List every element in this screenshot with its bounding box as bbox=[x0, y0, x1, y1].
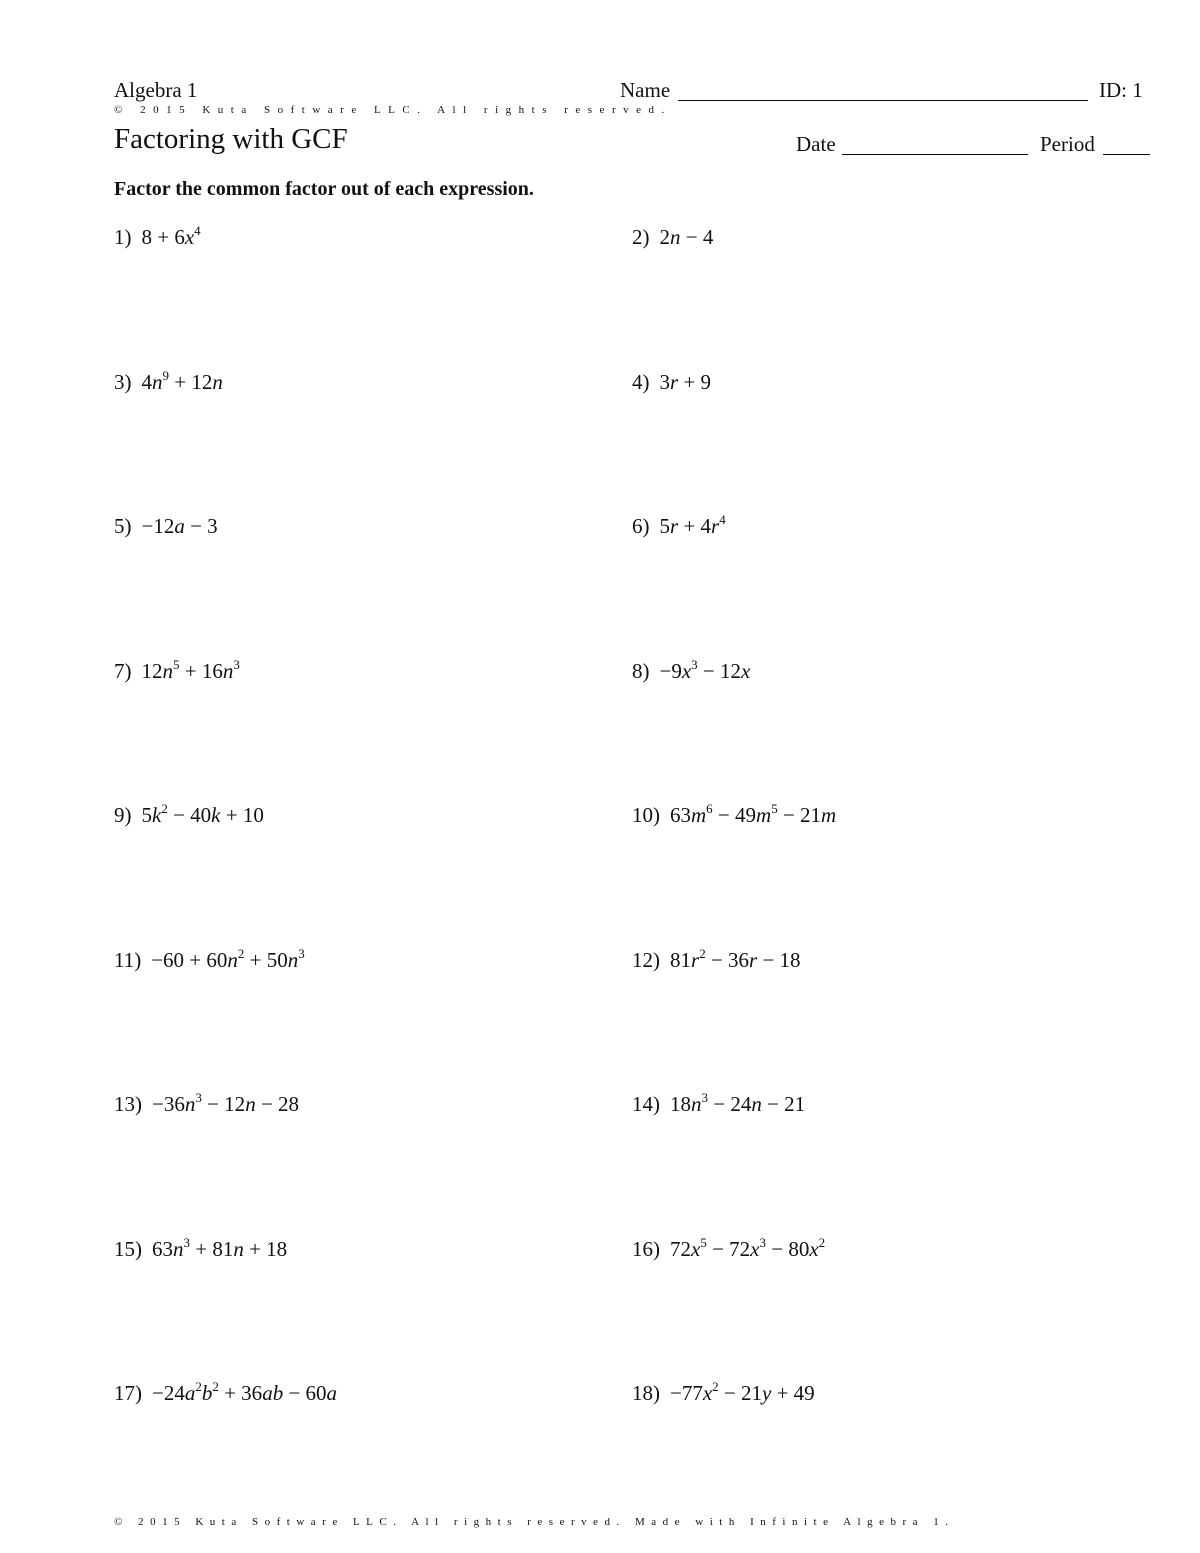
id-label: ID: 1 bbox=[1099, 78, 1143, 102]
page-title: Factoring with GCF bbox=[114, 123, 348, 155]
problem-number: 18) bbox=[632, 1381, 660, 1405]
problem-number: 13) bbox=[114, 1092, 142, 1116]
problem-number: 15) bbox=[114, 1237, 142, 1261]
problem-number: 6) bbox=[632, 514, 650, 538]
problem-number: 1) bbox=[114, 225, 132, 249]
course-name: Algebra 1 bbox=[114, 78, 198, 102]
problem-18: $18) -77x^2 - 21y + 49$ bbox=[632, 1379, 815, 1405]
problem-6: 6) $5r + 4r^4$ bbox=[632, 512, 726, 538]
problem-17: $17) -24a^2b^2 + 36ab - 60a$ bbox=[114, 1379, 338, 1405]
problem-16: 16) $72x^5 - 72x^3 - 80x^2$ bbox=[632, 1235, 826, 1261]
problem-8: $8) -9x^3 - 12x$ bbox=[632, 657, 751, 683]
problem-4: 4) 3r + 9 bbox=[632, 370, 712, 394]
problem-number: 3) bbox=[114, 370, 132, 394]
problem-5: 5) −12a − 3 bbox=[114, 514, 218, 538]
problem-7: 7) $12n^5 + 16n^3$ bbox=[114, 657, 240, 683]
problem-number: 4) bbox=[632, 370, 650, 394]
period-field[interactable] bbox=[1103, 154, 1150, 155]
problem-number: 12) bbox=[632, 948, 660, 972]
problem-2: 2) 2n − 4 bbox=[632, 225, 714, 249]
problem-1: 1) $8 + 6x^4$ bbox=[114, 223, 201, 249]
problem-number: 16) bbox=[632, 1237, 660, 1261]
problem-12: 12) $81r^2 - 36r - 18$ bbox=[632, 946, 801, 972]
problem-number: 17) bbox=[114, 1381, 142, 1405]
problem-14: 14) $18n^3 - 24n - 21$ bbox=[632, 1090, 806, 1116]
copyright-notice: © 2015 Kuta Software LLC. All rights reserved. bbox=[114, 104, 672, 116]
name-field[interactable] bbox=[678, 100, 1088, 101]
page-footer: © 2015 Kuta Software LLC. All rights reserved. Made with Infinite Algebra 1. bbox=[114, 1516, 955, 1528]
problem-10: 10) $63m^6 - 49m^5 - 21m$ bbox=[632, 801, 837, 827]
problem-13: $13) -36n^3 - 12n - 28$ bbox=[114, 1090, 300, 1116]
date-label: Date bbox=[796, 132, 836, 156]
problem-15: 15) $63n^3 + 81n + 18$ bbox=[114, 1235, 288, 1261]
problem-number: 7) bbox=[114, 659, 132, 683]
problem-number: 10) bbox=[632, 803, 660, 827]
problem-number: 14) bbox=[632, 1092, 660, 1116]
problem-number: 8) bbox=[632, 659, 650, 683]
problem-number: 5) bbox=[114, 514, 132, 538]
name-label: Name bbox=[620, 78, 671, 102]
date-field[interactable] bbox=[842, 154, 1028, 155]
period-label: Period bbox=[1040, 132, 1095, 156]
problem-11: $11) -60 + 60n^2 + 50n^3$ bbox=[114, 946, 305, 972]
instructions: Factor the common factor out of each expression. bbox=[114, 178, 534, 200]
problem-number: 2) bbox=[632, 225, 650, 249]
problem-number: 9) bbox=[114, 803, 132, 827]
problem-number: 11) bbox=[114, 948, 142, 972]
problem-3: 3) $4n^9 + 12n$ bbox=[114, 368, 223, 394]
problem-9: 9) $5k^2 - 40k + 10$ bbox=[114, 801, 264, 827]
